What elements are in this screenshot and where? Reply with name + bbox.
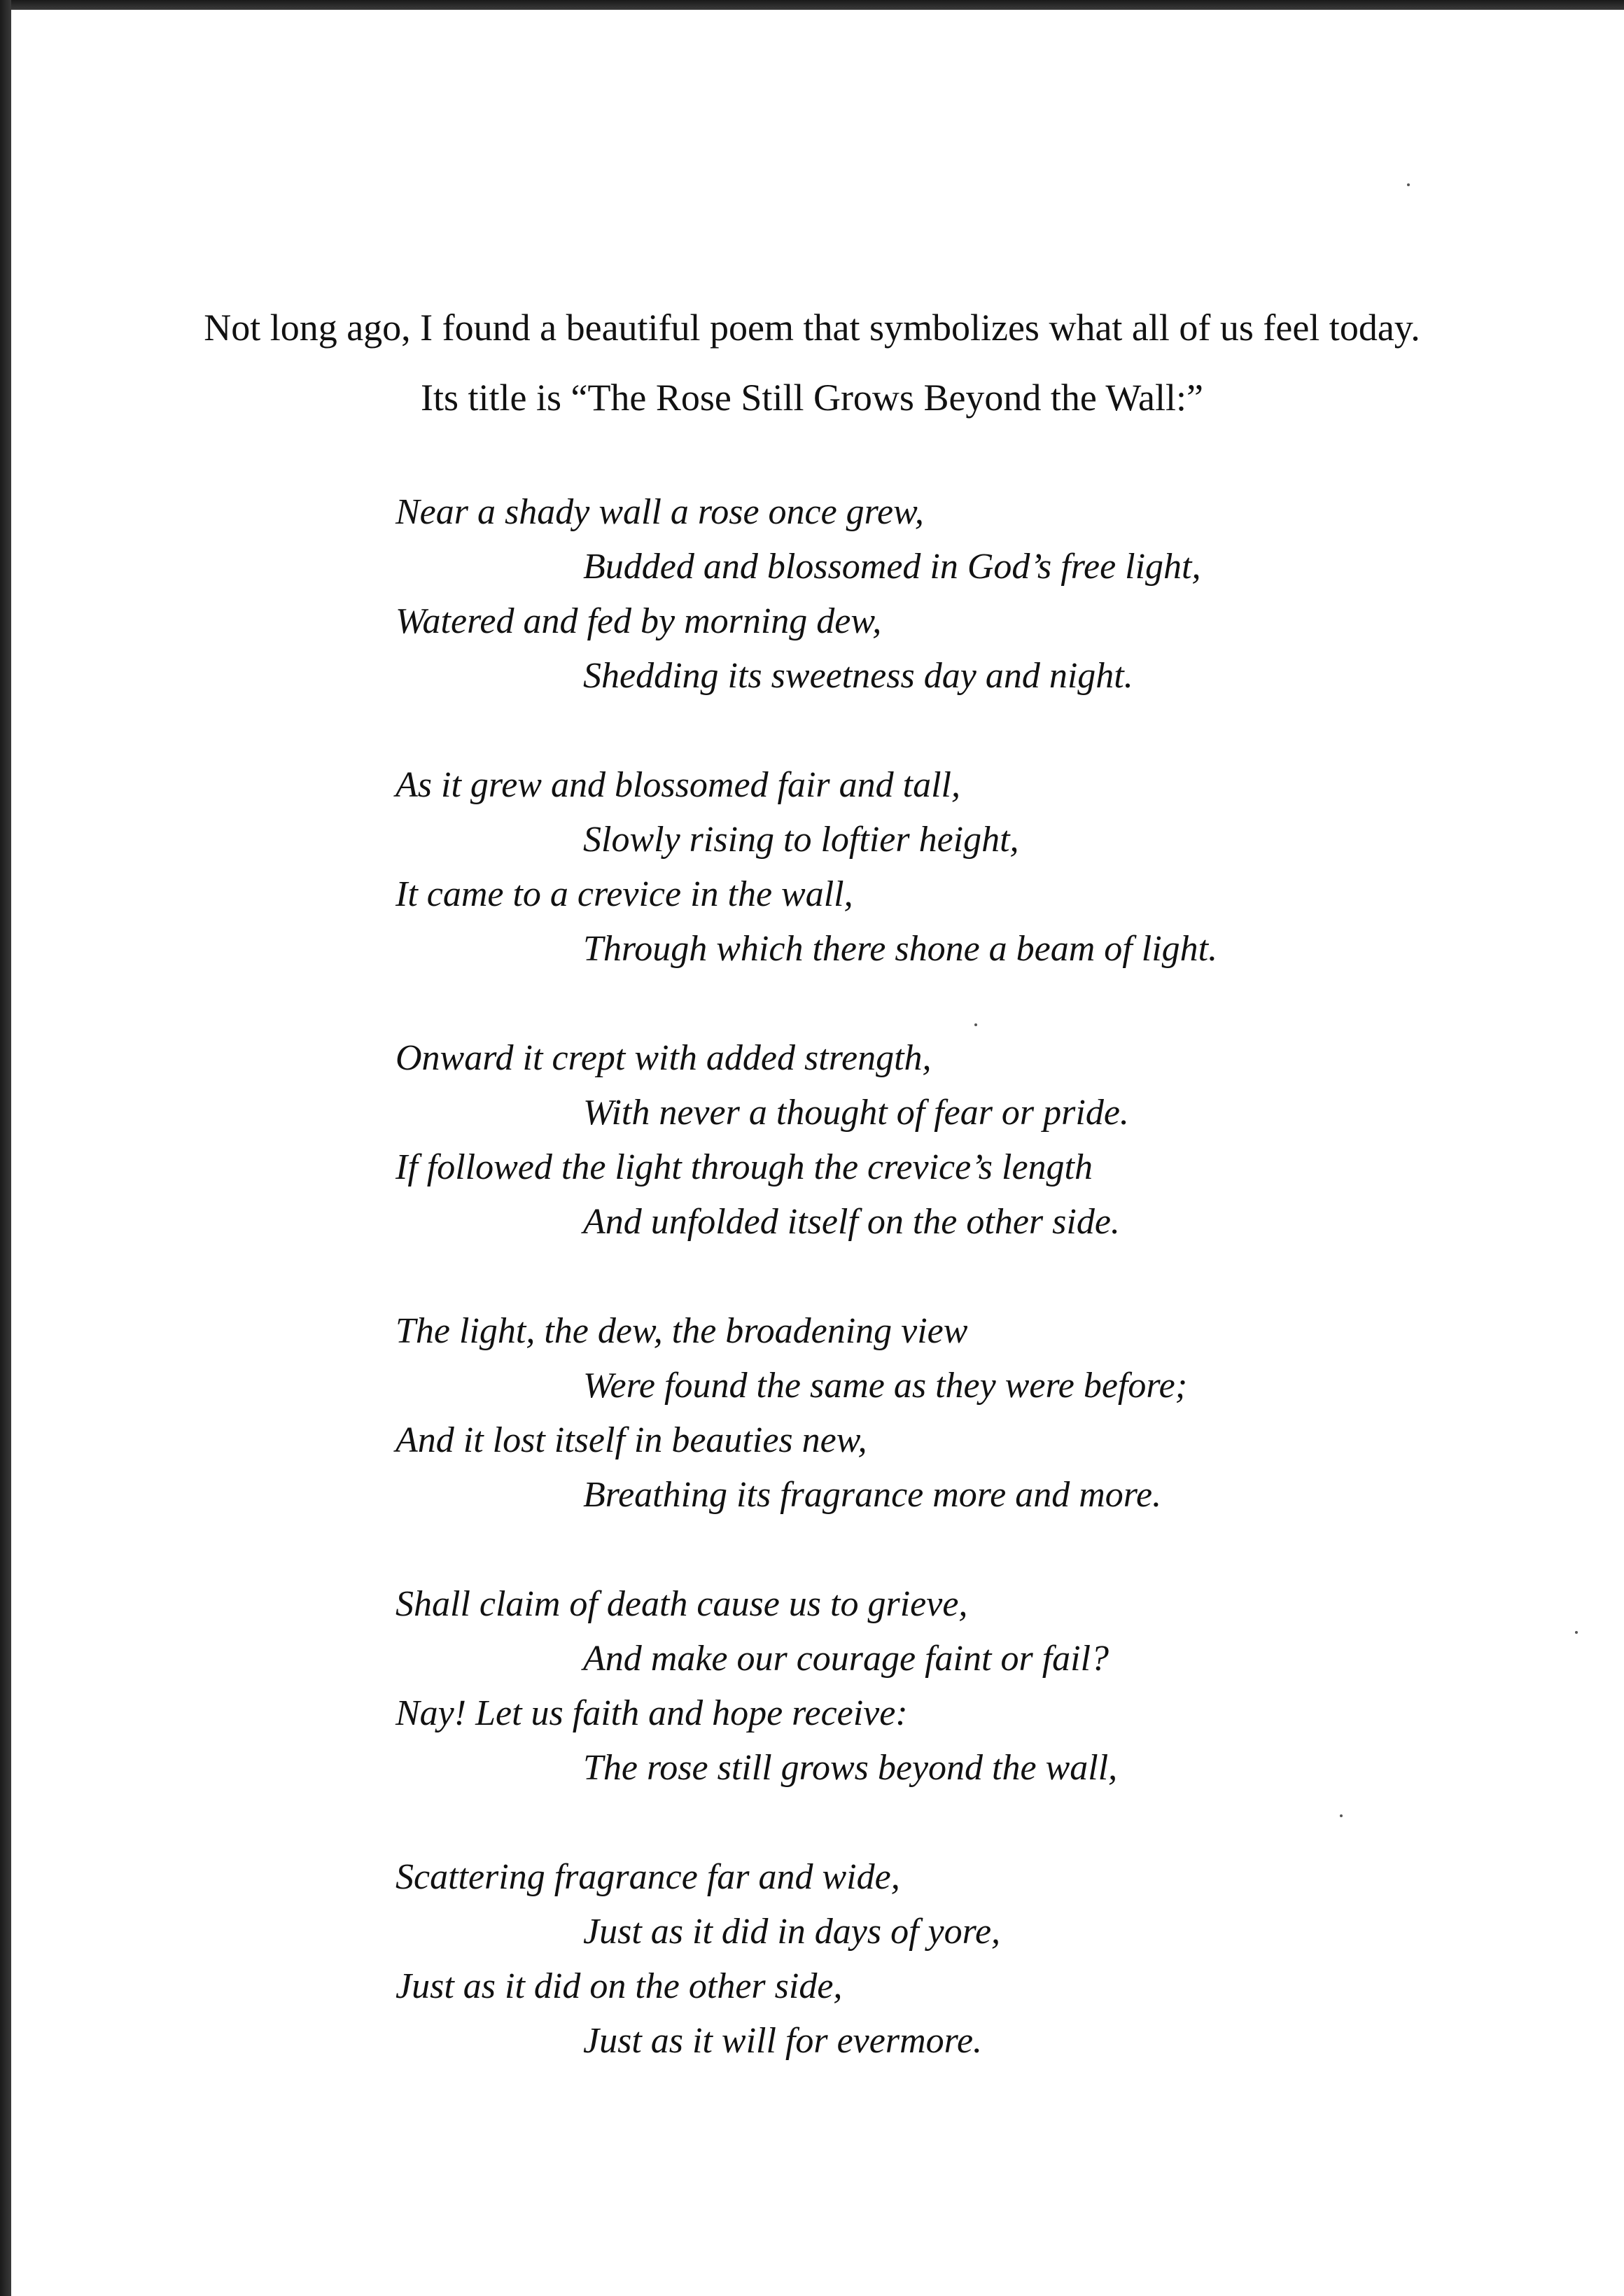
poem-line: Just as it will for evermore. — [583, 2021, 983, 2061]
poem-line: Shedding its sweetness day and night. — [583, 656, 1133, 696]
poem-line: Shall claim of death cause us to grieve, — [396, 1584, 968, 1624]
intro-line-2: Its title is “The Rose Still Grows Beyond the Wall:” — [420, 377, 1204, 419]
poem-line: The light, the dew, the broadening view — [396, 1311, 968, 1351]
poem-line: Breathing its fragrance more and more. — [583, 1475, 1162, 1515]
poem-line: Through which there shone a beam of light. — [583, 929, 1218, 969]
poem-stanza-4 — [396, 1304, 1217, 1522]
poem-line: Watered and fed by morning dew, — [396, 601, 882, 641]
scan-speck — [974, 1023, 977, 1026]
scan-speck — [1575, 1631, 1578, 1634]
poem-stanza-5 — [396, 1577, 1217, 1795]
poem-line: With never a thought of fear or pride. — [583, 1093, 1129, 1133]
poem-line: If followed the light through the crevice’s length — [396, 1147, 1093, 1187]
scan-speck — [1407, 183, 1410, 186]
poem-line: It came to a crevice in the wall, — [396, 874, 853, 914]
poem-line: Budded and blossomed in God’s free light, — [583, 547, 1201, 587]
page-top-border — [0, 0, 1624, 10]
poem — [396, 485, 1217, 2068]
poem-line: And it lost itself in beauties new, — [396, 1420, 867, 1460]
poem-stanza-2 — [396, 758, 1217, 976]
poem-line: Just as it did in days of yore, — [583, 1912, 1001, 1952]
poem-line: Slowly rising to loftier height, — [583, 820, 1019, 860]
poem-line: As it grew and blossomed fair and tall, — [396, 765, 960, 805]
poem-stanza-3 — [396, 1031, 1217, 1250]
poem-line: And unfolded itself on the other side. — [583, 1202, 1120, 1242]
poem-stanza-6 — [396, 1850, 1217, 2068]
poem-line: And make our courage faint or fail? — [583, 1639, 1110, 1679]
poem-line: Were found the same as they were before; — [583, 1366, 1188, 1406]
poem-line: Nay! Let us faith and hope receive: — [396, 1693, 908, 1733]
poem-stanza-1 — [396, 485, 1217, 704]
intro-paragraph — [0, 293, 1624, 433]
poem-line: Near a shady wall a rose once grew, — [396, 492, 924, 532]
poem-line: The rose still grows beyond the wall, — [583, 1748, 1118, 1788]
poem-line: Onward it crept with added strength, — [396, 1038, 932, 1078]
intro-line-1: Not long ago, I found a beautiful poem that symbolizes what all of us feel today. — [204, 307, 1420, 349]
scan-speck — [1340, 1814, 1343, 1817]
poem-line: Just as it did on the other side, — [396, 1966, 843, 2006]
poem-line: Scattering fragrance far and wide, — [396, 1857, 900, 1897]
